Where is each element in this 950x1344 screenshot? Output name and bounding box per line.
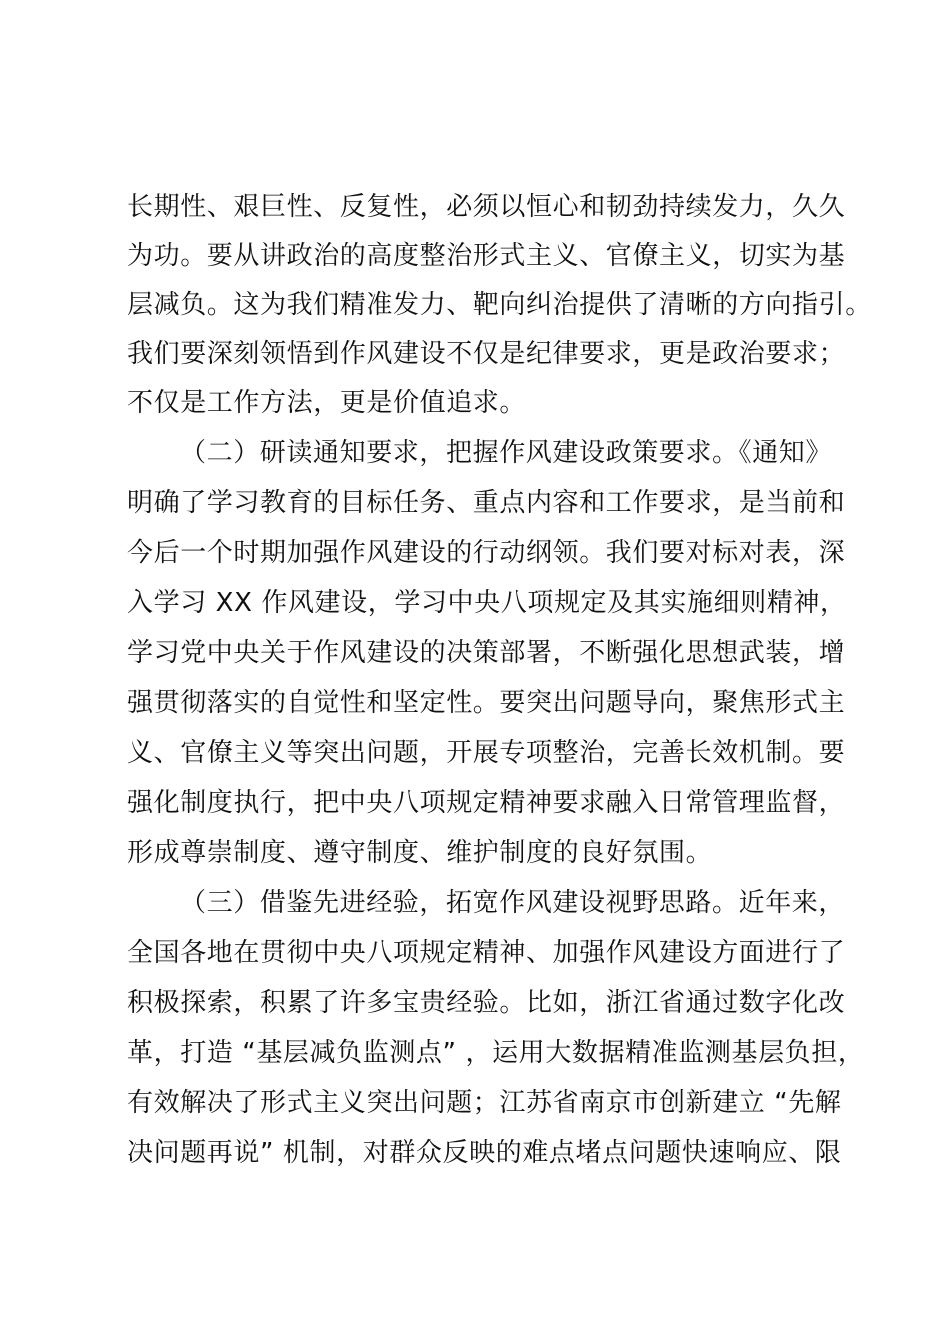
text-line: 不仅是工作方法，更是价值追求。 xyxy=(127,388,527,418)
text-line: 强贯彻落实的自觉性和坚定性。要突出问题导向，聚焦形式主 xyxy=(127,688,846,718)
text-line: 我们要深刻领悟到作风建设不仅是纪律要求，更是政治要求； xyxy=(127,339,846,369)
text-line: 强化制度执行，把中央八项规定精神要求融入日常管理监督， xyxy=(127,788,846,818)
text-line: 今后一个时期加强作风建设的行动纲领。我们要对标对表，深 xyxy=(127,538,846,568)
text-line: 学习党中央关于作风建设的决策部署，不断强化思想武装，增 xyxy=(127,638,846,668)
text-line: 入学习 XX 作风建设，学习中央八项规定及其实施细则精神， xyxy=(127,588,847,618)
text-line: 积极探索，积累了许多宝贵经验。比如，浙江省通过数字化改 xyxy=(127,988,846,1018)
section-heading-line: （三）借鉴先进经验，拓宽作风建设视野思路。近年来， xyxy=(180,888,846,918)
text-line: 层减负。这为我们精准发力、靶向纠治提供了清晰的方向指引。 xyxy=(127,290,872,320)
text-line: 全国各地在贯彻中央八项规定精神、加强作风建设方面进行了 xyxy=(127,938,846,968)
text-line: 长期性、艰巨性、反复性，必须以恒心和韧劲持续发力，久久 xyxy=(127,192,846,222)
text-line: 形成尊崇制度、遵守制度、维护制度的良好氛围。 xyxy=(127,838,713,868)
text-line: 为功。要从讲政治的高度整治形式主义、官僚主义，切实为基 xyxy=(127,241,846,271)
text-line: 明确了学习教育的目标任务、重点内容和工作要求，是当前和 xyxy=(127,488,846,518)
section-heading-line: （二）研读通知要求，把握作风建设政策要求。《通知》 xyxy=(180,438,833,468)
text-line: 有效解决了形式主义突出问题；江苏省南京市创新建立 “先解 xyxy=(127,1088,842,1118)
text-line: 决问题再说” 机制，对群众反映的难点堵点问题快速响应、限 xyxy=(127,1138,842,1168)
text-line: 革，打造 “基层减负监测点” ，运用大数据精准监测基层负担， xyxy=(127,1038,865,1068)
text-line: 义、官僚主义等突出问题，开展专项整治，完善长效机制。要 xyxy=(127,738,846,768)
